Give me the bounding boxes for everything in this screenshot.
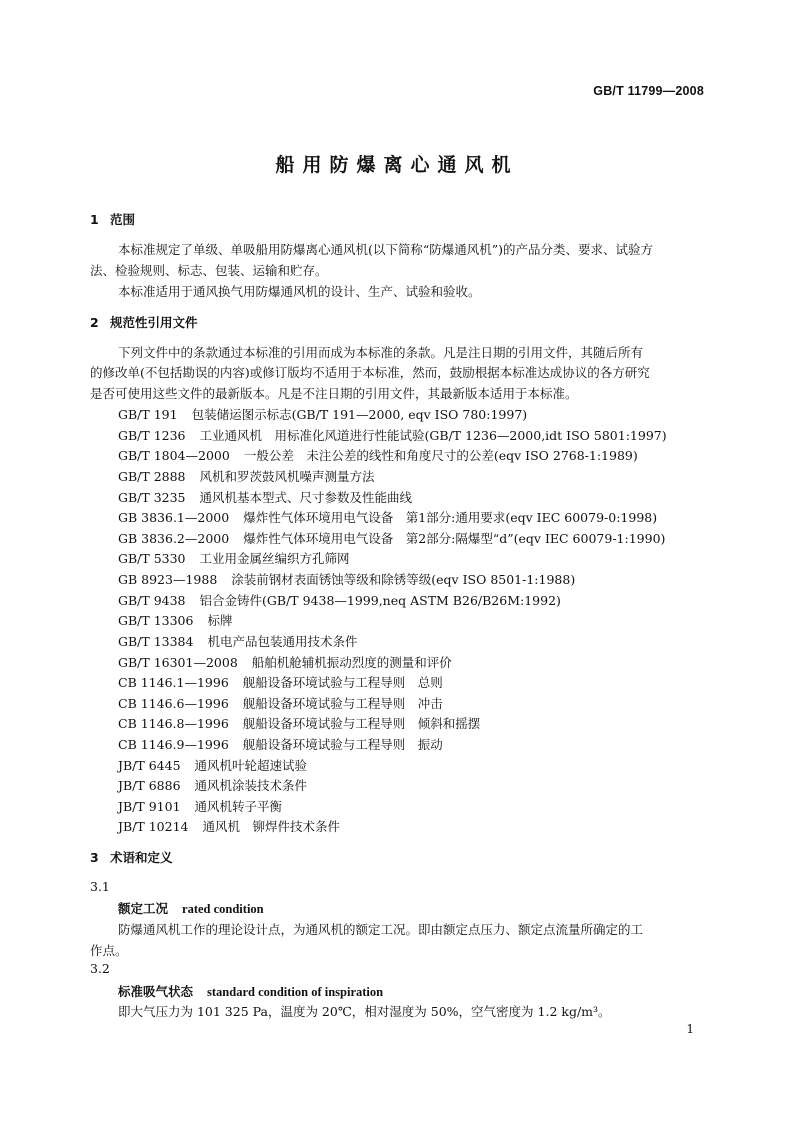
reference-item: JB/T 6445 通风机叶轮超速试验	[118, 758, 308, 773]
term-en: rated condition	[182, 902, 264, 916]
term-heading	[118, 899, 264, 917]
page-title: 船用防爆离心通风机	[275, 154, 519, 176]
section-number: 3	[90, 850, 99, 865]
definition-line: 防爆通风机工作的理论设计点，为通风机的额定工况。即由额定点压力、额定点流量所确定的工	[118, 922, 644, 937]
section-number: 2	[90, 315, 99, 330]
reference-item: GB 3836.1—2000 爆炸性气体环境用电气设备 第1部分:通用要求(eqv IEC 60079-0:1998)	[118, 510, 658, 525]
term-zh: 额定工况	[118, 901, 169, 916]
reference-item: GB/T 13306 标牌	[118, 613, 233, 628]
reference-item: GB/T 2888 风机和罗茨鼓风机噪声测量方法	[118, 469, 375, 484]
section-title: 规范性引用文件	[110, 315, 198, 330]
reference-item: CB 1146.9—1996 舰船设备环境试验与工程导则 振动	[118, 737, 443, 752]
reference-item: GB/T 1236 工业通风机 用标准化风道进行性能试验(GB/T 1236—2000,idt ISO 5801:1997)	[118, 428, 667, 443]
definition-line: 即大气压力为 101 325 Pa，温度为 20℃，相对湿度为 50%，空气密度为 1.2 kg/m³。	[118, 1004, 611, 1019]
paragraph-line: 的修改单(不包括勘误的内容)或修订版均不适用于本标准，然而，鼓励根据本标准达成协议的各方研究	[90, 365, 650, 380]
reference-item: GB/T 9438 铝合金铸件(GB/T 9438—1999,neq ASTM B26/B26M:1992)	[118, 593, 561, 608]
term-number: 3.1	[90, 879, 110, 894]
section-1-heading	[90, 210, 135, 228]
section-title: 术语和定义	[110, 850, 173, 865]
paragraph-line: 法、检验规则、标志、包装、运输和贮存。	[90, 263, 328, 278]
reference-item: CB 1146.6—1996 舰船设备环境试验与工程导则 冲击	[118, 696, 443, 711]
term-number: 3.2	[90, 961, 110, 976]
reference-item: GB 8923—1988 涂装前钢材表面锈蚀等级和除锈等级(eqv ISO 8501-1:1988)	[118, 572, 576, 587]
reference-item: GB/T 5330 工业用金属丝编织方孔筛网	[118, 551, 350, 566]
definition-line: 作点。	[90, 943, 128, 958]
reference-item: GB/T 3235 通风机基本型式、尺寸参数及性能曲线	[118, 490, 413, 505]
section-3-heading	[90, 848, 173, 866]
section-title: 范围	[110, 212, 136, 227]
reference-item: CB 1146.1—1996 舰船设备环境试验与工程导则 总则	[118, 675, 443, 690]
page-number: 1	[686, 1022, 694, 1036]
reference-item: GB/T 13384 机电产品包装通用技术条件	[118, 634, 358, 649]
reference-item: JB/T 6886 通风机涂装技术条件	[118, 778, 308, 793]
section-number: 1	[90, 212, 99, 227]
term-en: standard condition of inspiration	[207, 985, 384, 999]
reference-item: JB/T 9101 通风机转子平衡	[118, 799, 283, 814]
paragraph-line: 本标准适用于通风换气用防爆通风机的设计、生产、试验和验收。	[118, 284, 481, 299]
paragraph-line: 下列文件中的条款通过本标准的引用而成为本标准的条款。凡是注日期的引用文件，其随后所有	[118, 345, 644, 360]
term-zh: 标准吸气状态	[118, 984, 194, 999]
reference-item: GB 3836.2—2000 爆炸性气体环境用电气设备 第2部分:隔爆型“d”(eqv IEC 60079-1:1990)	[118, 531, 666, 546]
reference-item: GB/T 16301—2008 船舶机舱辅机振动烈度的测量和评价	[118, 655, 452, 670]
reference-item: CB 1146.8—1996 舰船设备环境试验与工程导则 倾斜和摇摆	[118, 716, 481, 731]
standard-number: GB/T 11799—2008	[593, 84, 704, 98]
section-2-heading	[90, 313, 198, 331]
reference-item: GB/T 1804—2000 一般公差 未注公差的线性和角度尺寸的公差(eqv ISO 2768-1:1989)	[118, 448, 638, 463]
reference-item: GB/T 191 包装储运图示标志(GB/T 191—2000, eqv ISO 780:1997)	[118, 407, 528, 422]
term-heading	[118, 982, 383, 1000]
paragraph-line: 本标准规定了单级、单吸船用防爆离心通风机(以下简称“防爆通风机”)的产品分类、要求、试验方	[118, 242, 654, 257]
paragraph-line: 是否可使用这些文件的最新版本。凡是不注日期的引用文件，其最新版本适用于本标准。	[90, 386, 578, 401]
reference-item: JB/T 10214 通风机 铆焊件技术条件	[118, 819, 340, 834]
